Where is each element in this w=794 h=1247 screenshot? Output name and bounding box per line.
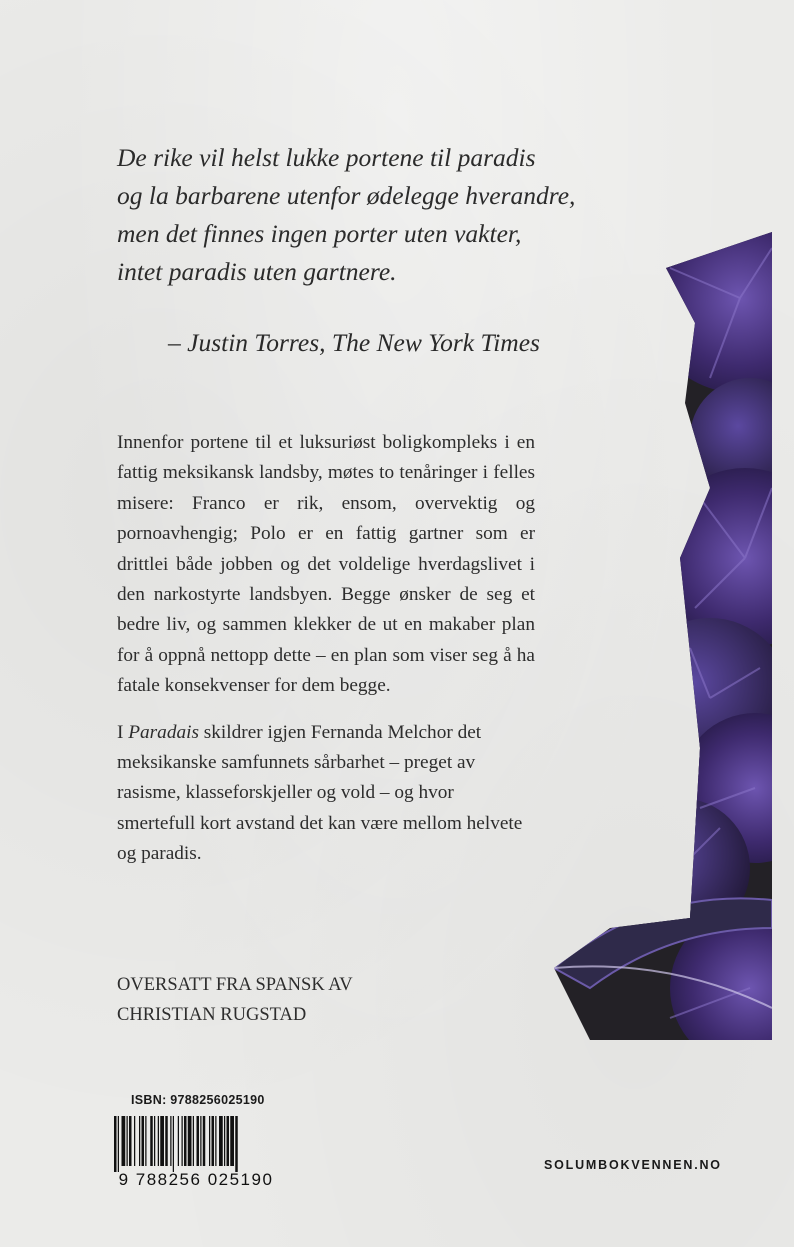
description-paragraph-2 bbox=[117, 718, 535, 870]
attribution-publication: The New York Times bbox=[331, 328, 540, 357]
translator-line-1: OVERSATT FRA SPANSK AV bbox=[117, 975, 353, 995]
book-title: Paradais bbox=[128, 721, 199, 743]
publisher-website: SOLUMBOKVENNEN.NO bbox=[544, 1158, 722, 1172]
translator-credit bbox=[117, 970, 517, 1030]
flower-image bbox=[550, 228, 780, 1048]
paragraph-prefix: I bbox=[117, 721, 129, 743]
attribution-author: – Justin Torres, bbox=[168, 328, 326, 357]
isbn-label: ISBN: 9788256025190 bbox=[131, 1093, 265, 1107]
epigraph-quote bbox=[117, 139, 587, 291]
book-description bbox=[117, 428, 535, 870]
paragraph-rest: skildrer igjen Fernanda Melchor det meksikanske samfunnets sårbarhet – preget av rasisme, klasseforskjeller og vold – og hvor smertefull kort avstand det kan være mellom helvete og paradis. bbox=[117, 721, 523, 865]
quote-line: men det finnes ingen porter uten vakter, bbox=[117, 219, 522, 248]
barcode-digits: 9 788256 025190 bbox=[118, 1170, 274, 1188]
barcode bbox=[102, 1112, 290, 1188]
quote-line: og la barbarene utenfor ødelegge hverandre, bbox=[117, 181, 576, 210]
description-paragraph-1: Innenfor portene til et luksuriøst boligkompleks i en fattig meksikansk landsby, møtes to tenåringer i felles misere: Franco er rik, ensom, overvektig og pornoavhengig; Polo er en fattig gartner som er drittlei både jobben og det voldelige hverdagslivet i den narkostyrte landsbyen. Begge ønsker de seg et bedre liv, og sammen klekker de ut en makaber plan for å oppnå nettopp dette – en plan som viser seg å ha fatale konsekvenser for dem begge. bbox=[117, 432, 535, 697]
quote-line: intet paradis uten gartnere. bbox=[117, 257, 397, 286]
translator-line-2: CHRISTIAN RUGSTAD bbox=[117, 1005, 307, 1025]
quote-attribution bbox=[168, 324, 568, 362]
quote-line: De rike vil helst lukke portene til paradis bbox=[117, 143, 536, 172]
